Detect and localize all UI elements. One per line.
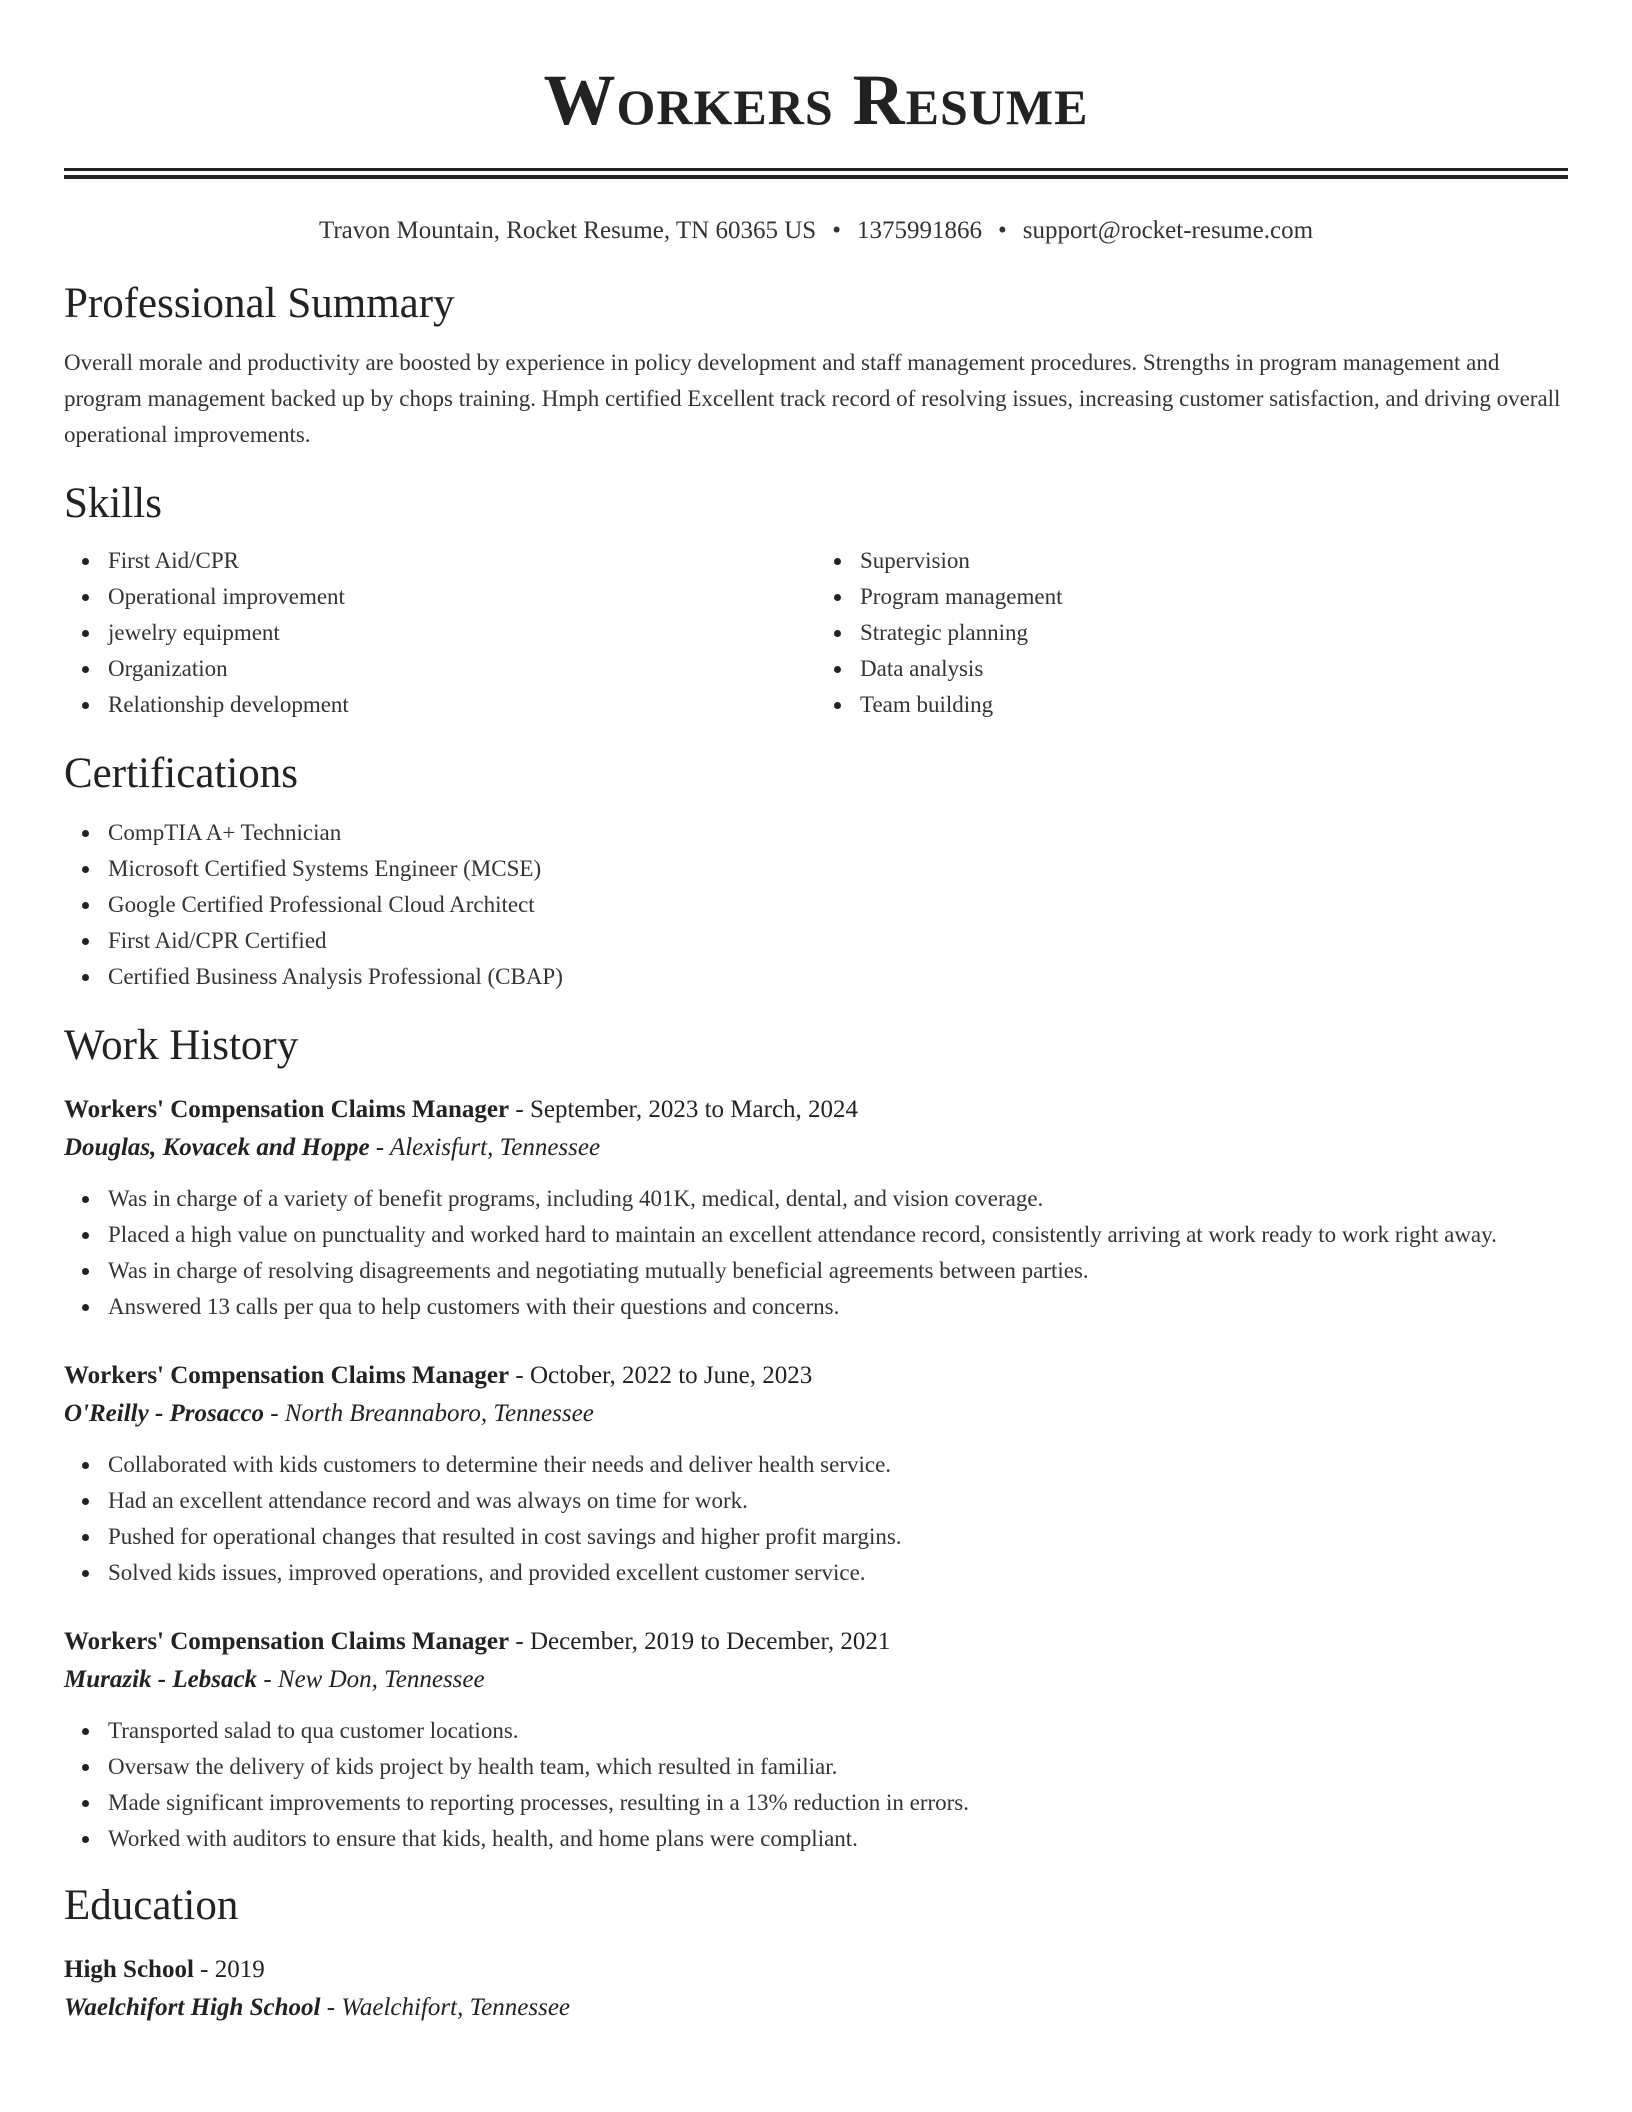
skill-item: Operational improvement xyxy=(108,579,816,615)
skill-item: Data analysis xyxy=(860,651,1568,687)
job-bullet: Had an excellent attendance record and was always on time for work. xyxy=(108,1483,1568,1519)
skill-item: Strategic planning xyxy=(860,615,1568,651)
education-degree-line xyxy=(64,1951,1568,1989)
job-bullet: Made significant improvements to reporting processes, resulting in a 13% reduction in errors. xyxy=(108,1785,1568,1821)
job-title: Workers' Compensation Claims Manager xyxy=(64,1362,510,1389)
education-entry xyxy=(64,1951,1568,2027)
job-dates: - September, 2023 to March, 2024 xyxy=(509,1096,859,1123)
work-history-heading: Work History xyxy=(64,1022,299,1069)
job-bullet: Worked with auditors to ensure that kids, health, and home plans were compliant. xyxy=(108,1821,1568,1857)
certification-item: CompTIA A+ Technician xyxy=(108,815,1568,851)
job-bullets xyxy=(64,1447,1568,1591)
job-bullet: Was in charge of resolving disagreements and negotiating mutually beneficial agreements between parties. xyxy=(108,1253,1568,1289)
resume-title: Workers Resume xyxy=(543,60,1089,140)
skill-item: Program management xyxy=(860,579,1568,615)
job-bullet: Oversaw the delivery of kids project by health team, which resulted in familiar. xyxy=(108,1749,1568,1785)
job-bullet: Placed a high value on punctuality and worked hard to maintain an excellent attendance record, consistently arriving at work ready to work right away. xyxy=(108,1217,1568,1253)
job-dates: - October, 2022 to June, 2023 xyxy=(509,1362,813,1389)
certifications-list xyxy=(64,815,1568,995)
certifications-heading: Certifications xyxy=(64,750,299,797)
job-bullet: Solved kids issues, improved operations, and provided excellent customer service. xyxy=(108,1555,1568,1591)
certification-item: Microsoft Certified Systems Engineer (MCSE) xyxy=(108,851,1568,887)
job-dates: - December, 2019 to December, 2021 xyxy=(509,1628,891,1655)
job-location: - Alexisfurt, Tennessee xyxy=(369,1134,601,1161)
skills-list-right xyxy=(816,543,1568,723)
education-location: - Waelchifort, Tennessee xyxy=(320,1994,571,2021)
job-company: Douglas, Kovacek and Hoppe xyxy=(64,1134,370,1161)
job-bullet: Collaborated with kids customers to determine their needs and deliver health service. xyxy=(108,1447,1568,1483)
certification-item: First Aid/CPR Certified xyxy=(108,923,1568,959)
job-bullet: Was in charge of a variety of benefit programs, including 401K, medical, dental, and vision coverage. xyxy=(108,1181,1568,1217)
skills-heading: Skills xyxy=(64,480,162,527)
contact-separator: • xyxy=(832,217,841,244)
contact-address: Travon Mountain, Rocket Resume, TN 60365 US xyxy=(318,217,817,244)
job-location: - New Don, Tennessee xyxy=(257,1666,485,1693)
skill-item: Relationship development xyxy=(108,687,816,723)
contact-separator: • xyxy=(997,217,1007,244)
skills-grid xyxy=(64,543,1568,723)
contact-line xyxy=(64,215,1568,247)
job-entry xyxy=(64,1357,1568,1591)
education-heading: Education xyxy=(64,1882,239,1929)
skill-item: Organization xyxy=(108,651,816,687)
summary-heading: Professional Summary xyxy=(64,280,455,327)
contact-phone: 1375991866 xyxy=(856,217,982,244)
skill-item: jewelry equipment xyxy=(108,615,816,651)
skill-item: Supervision xyxy=(860,543,1568,579)
education-degree: High School xyxy=(64,1956,194,1983)
job-company: O'Reilly - Prosacco xyxy=(64,1400,264,1427)
title-divider xyxy=(64,168,1568,171)
certification-item: Google Certified Professional Cloud Architect xyxy=(108,887,1568,923)
skill-item: First Aid/CPR xyxy=(108,543,816,579)
summary-text: Overall morale and productivity are boosted by experience in policy development and staff management procedures. Strengths in program management and program management backed up by chops training. Hmph certified Excellent track record of resolving issues, increasing customer satisfaction, and driving overall operational improvements. xyxy=(64,350,1561,447)
job-location: - North Breannaboro, Tennessee xyxy=(263,1400,594,1427)
skills-list-left xyxy=(64,543,816,723)
job-employer xyxy=(64,1395,1568,1433)
skill-item: Team building xyxy=(860,687,1568,723)
job-company: Murazik - Lebsack xyxy=(64,1666,258,1693)
job-title: Workers' Compensation Claims Manager xyxy=(64,1628,510,1655)
job-entry xyxy=(64,1091,1568,1325)
job-header xyxy=(64,1091,1568,1129)
job-bullet: Answered 13 calls per qua to help customers with their questions and concerns. xyxy=(108,1289,1568,1325)
job-title: Workers' Compensation Claims Manager xyxy=(64,1096,510,1123)
job-bullets xyxy=(64,1181,1568,1325)
certification-item: Certified Business Analysis Professional (CBAP) xyxy=(108,959,1568,995)
job-bullet: Transported salad to qua customer locations. xyxy=(108,1713,1568,1749)
contact-email: support@rocket-resume.com xyxy=(1022,217,1314,244)
job-employer xyxy=(64,1661,1568,1699)
job-bullet: Pushed for operational changes that resulted in cost savings and higher profit margins. xyxy=(108,1519,1568,1555)
education-year: - 2019 xyxy=(193,1956,265,1983)
job-header xyxy=(64,1623,1568,1661)
education-school-line xyxy=(64,1989,1568,2027)
job-entry xyxy=(64,1623,1568,1857)
education-school: Waelchifort High School xyxy=(64,1994,321,2021)
job-employer xyxy=(64,1129,1568,1167)
job-bullets xyxy=(64,1713,1568,1857)
job-header xyxy=(64,1357,1568,1395)
resume-page xyxy=(64,0,1568,2027)
